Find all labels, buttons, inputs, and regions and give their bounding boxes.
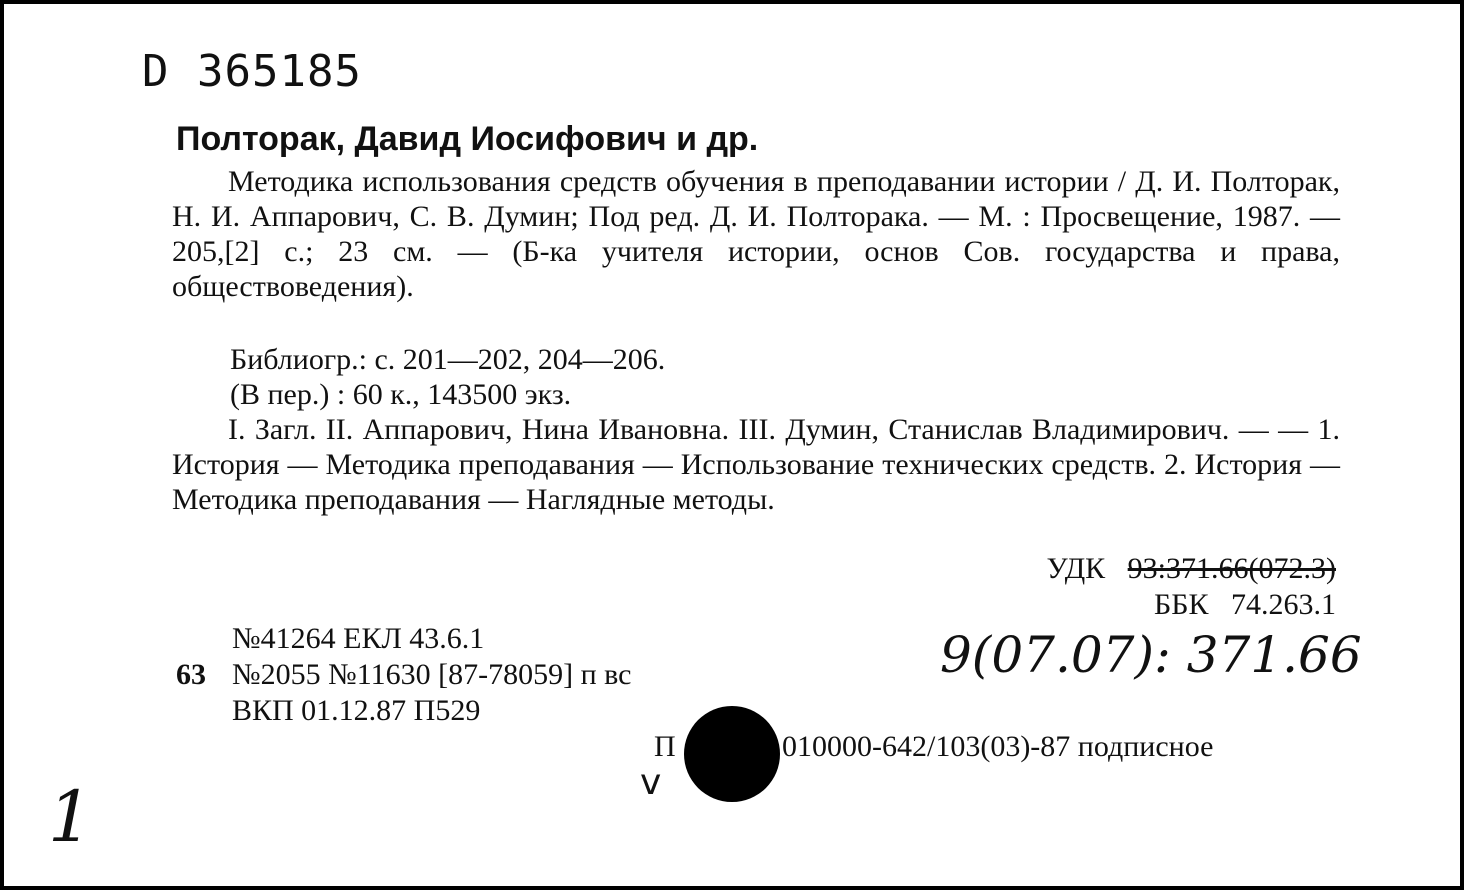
series-line-2: [176, 658, 631, 692]
author-heading: Полторак, Давид Иосифович и др.: [176, 120, 759, 158]
udk-label: УДК: [1046, 552, 1106, 585]
bbk-label: ББК: [1154, 588, 1209, 621]
inventory-stamp: D 365185: [142, 46, 362, 97]
tick-mark: v: [640, 762, 662, 803]
series-line-2-text: №2055 №11630 [87-78059] п вс: [232, 658, 632, 691]
bbk-value: 74.263.1: [1231, 588, 1336, 621]
card-number: 1: [48, 776, 93, 858]
bbk-classification: [1154, 588, 1336, 622]
udk-classification: [1046, 552, 1336, 586]
series-line-2-lead: 63: [176, 658, 206, 691]
subject-headings: I. Загл. II. Аппарович, Нина Ивановна. III. Думин, Станислав Владимирович. — — 1. История — Методика преподавания — Использование технических средств. 2. История — Методика преподавания — Наглядные методы.: [172, 413, 1340, 516]
series-line-1: №41264 ЕКЛ 43.6.1: [232, 622, 485, 655]
publisher-code-prefix: П: [654, 730, 676, 763]
publisher-code: 010000-642/103(03)-87 подписное: [782, 730, 1214, 763]
bibliography-note: Библиогр.: с. 201—202, 204—206.: [230, 343, 666, 376]
binding-price-note: (В пер.) : 60 к., 143500 экз.: [230, 378, 572, 411]
bibliographic-description: Методика использования средств обучения в преподавании истории / Д. И. Полторак, Н. И. Аппарович, С. В. Думин; Под ред. Д. И. Полторака. — М. : Просвещение, 1987. — 205,[2] с.; 23 см. — (Б-ка учителя истории, основ Сов. государства и права, обществоведения).: [172, 165, 1340, 303]
udk-value: 93:371.66(072.3): [1127, 552, 1336, 585]
punch-hole: [684, 706, 780, 802]
series-line-3: ВКП 01.12.87 П529: [232, 694, 481, 727]
handwritten-classification: 9(07.07): 371.66: [940, 626, 1362, 684]
